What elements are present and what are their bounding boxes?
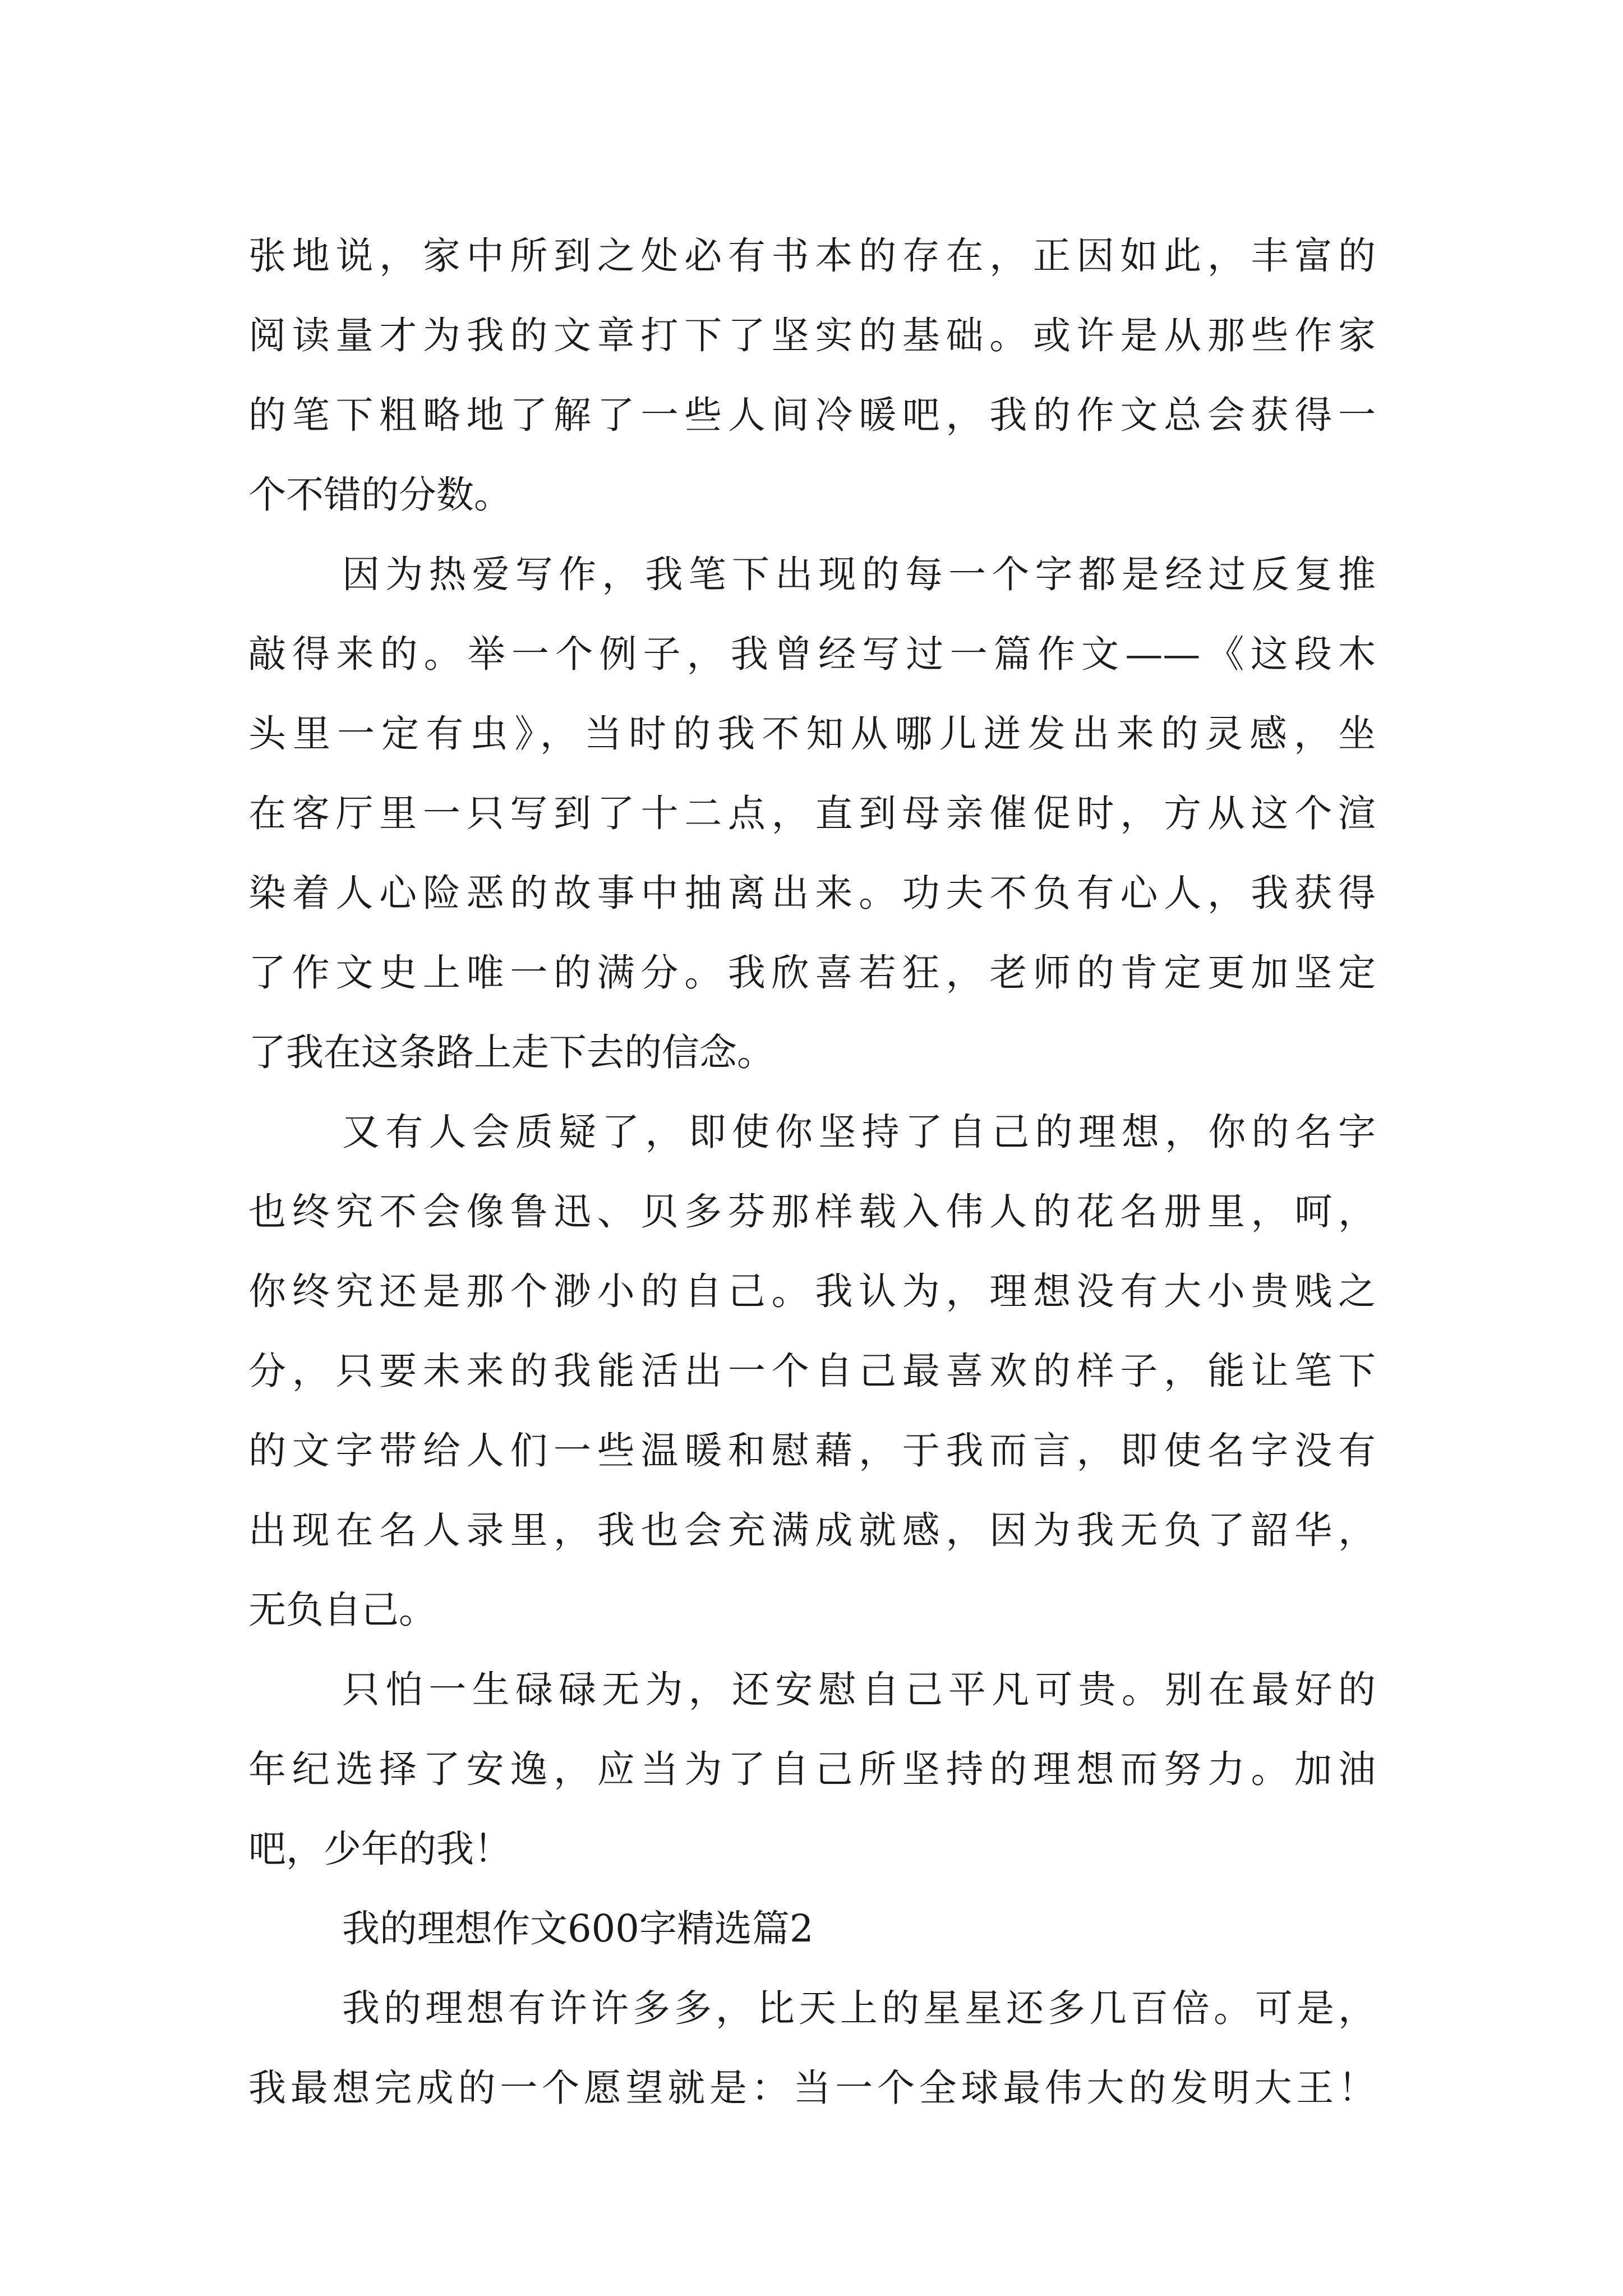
paragraph	[248, 216, 1376, 535]
text-line: 也终究不会像鲁迅、贝多芬那样载入伟人的花名册里，呵，	[248, 1190, 1376, 1234]
text-line: 我最想完成的一个愿望就是：当一个全球最伟大的发明大王！	[248, 2066, 1376, 2110]
text-line: 又有人会质疑了，即使你坚持了自己的理想，你的名字	[342, 1110, 1376, 1154]
text-line: 阅读量才为我的文章打下了坚实的基础。或许是从那些作家	[248, 314, 1376, 357]
paragraph	[248, 1092, 1376, 1650]
text-line: 了我在这条路上走下去的信念。	[248, 1030, 774, 1074]
text-line: 的文字带给人们一些温暖和慰藉，于我而言，即使名字没有	[248, 1429, 1376, 1473]
section-heading: 我的理想作文600字精选篇2	[342, 1907, 814, 1950]
paragraph	[248, 1650, 1376, 1889]
text-line: 年纪选择了安逸，应当为了自己所坚持的理想而努力。加油	[248, 1747, 1376, 1791]
text-line: 吧，少年的我！	[248, 1827, 511, 1871]
text-line: 个不错的分数。	[248, 473, 511, 517]
paragraph	[248, 535, 1376, 1092]
text-line: 我的理想有许许多多，比天上的星星还多几百倍。可是，	[342, 1986, 1376, 2030]
text-line: 染着人心险恶的故事中抽离出来。功夫不负有心人，我获得	[248, 871, 1376, 915]
text-line: 无负自己。	[248, 1588, 436, 1632]
text-line: 头里一定有虫》，当时的我不知从哪儿迸发出来的灵感，坐	[248, 712, 1376, 756]
text-line: 分，只要未来的我能活出一个自己最喜欢的样子，能让笔下	[248, 1349, 1376, 1393]
text-line: 在客厅里一只写到了十二点，直到母亲催促时，方从这个渲	[248, 792, 1376, 835]
text-line: 因为热爱写作，我笔下出现的每一个字都是经过反复推	[342, 553, 1376, 596]
document-body	[248, 216, 1376, 2128]
paragraph	[248, 1968, 1376, 2128]
text-line: 的笔下粗略地了解了一些人间冷暖吧，我的作文总会获得一	[248, 393, 1376, 437]
text-line: 你终究还是那个渺小的自己。我认为，理想没有大小贵贱之	[248, 1269, 1376, 1313]
text-line: 出现在名人录里，我也会充满成就感，因为我无负了韶华，	[248, 1508, 1376, 1552]
text-line: 只怕一生碌碌无为，还安慰自己平凡可贵。别在最好的	[342, 1668, 1376, 1711]
text-line: 了作文史上唯一的满分。我欣喜若狂，老师的肯定更加坚定	[248, 951, 1376, 995]
text-line: 张地说，家中所到之处必有书本的存在，正因如此，丰富的	[248, 234, 1376, 278]
text-line: 敲得来的。举一个例子，我曾经写过一篇作文——《这段木	[248, 632, 1376, 676]
